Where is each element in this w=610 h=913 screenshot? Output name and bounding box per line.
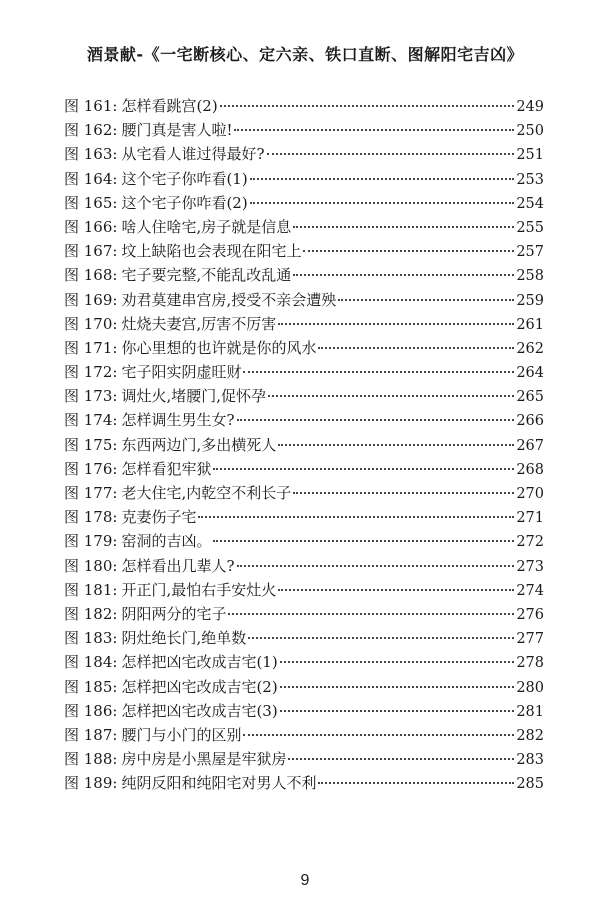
figure-label: 图 173: <box>64 387 118 406</box>
figure-title: 怎样看出几辈人? <box>121 556 235 575</box>
figure-label: 图 176: <box>64 459 118 478</box>
toc-entry <box>64 239 544 263</box>
toc-page-number: 281 <box>516 703 544 720</box>
dot-leader <box>293 492 514 494</box>
figure-label: 图 178: <box>64 508 118 527</box>
figure-label: 图 185: <box>64 677 118 696</box>
dot-leader <box>250 178 515 180</box>
figure-label: 图 167: <box>64 242 118 261</box>
dot-leader <box>303 250 514 252</box>
figure-title: 怎样看犯牢狱 <box>121 459 212 478</box>
dot-leader <box>280 710 515 712</box>
figure-title: 你心里想的也许就是你的风水 <box>121 338 317 357</box>
toc-page-number: 272 <box>516 534 544 551</box>
toc-entry <box>64 650 544 674</box>
dot-leader <box>234 129 514 131</box>
toc-page-number: 274 <box>516 582 544 599</box>
dot-leader <box>248 637 514 639</box>
figure-label: 图 169: <box>64 290 118 309</box>
toc-entry <box>64 433 544 457</box>
figure-title: 腰门真是害人啦! <box>121 121 233 140</box>
figure-label: 图 181: <box>64 580 118 599</box>
toc-page-number: 283 <box>516 752 544 769</box>
toc-page-number: 271 <box>516 510 544 527</box>
figure-title: 东西两边门,多出横死人 <box>121 435 277 454</box>
figure-label: 图 170: <box>64 314 118 333</box>
figure-title: 怎样把凶宅改成吉宅(2) <box>121 677 278 696</box>
dot-leader <box>198 516 514 518</box>
dot-leader <box>280 661 515 663</box>
figure-label: 图 164: <box>64 169 118 188</box>
figure-label: 图 171: <box>64 338 118 357</box>
figure-title: 怎样调生男生女? <box>121 411 235 430</box>
toc-page-number: 268 <box>516 461 544 478</box>
toc-entry <box>64 118 544 142</box>
toc-page-number: 280 <box>516 679 544 696</box>
figure-title: 这个宅子你咋看(2) <box>121 193 248 212</box>
toc-entry <box>64 457 544 481</box>
dot-leader <box>228 613 514 615</box>
figure-label: 图 179: <box>64 532 118 551</box>
figure-title: 劝君莫建串宫房,授受不亲会遭殃 <box>121 290 337 309</box>
figure-label: 图 172: <box>64 363 118 382</box>
toc-entry <box>64 288 544 312</box>
toc-page-number: 282 <box>516 727 544 744</box>
figure-label: 图 180: <box>64 556 118 575</box>
toc-entry <box>64 481 544 505</box>
dot-leader <box>237 419 515 421</box>
dot-leader <box>278 323 514 325</box>
figure-label: 图 177: <box>64 484 118 502</box>
dot-leader <box>280 686 515 688</box>
figure-label: 图 182: <box>64 604 118 623</box>
dot-leader <box>293 274 514 276</box>
figure-title: 阴灶绝长门,绝单数 <box>121 629 247 648</box>
figure-label: 图 187: <box>64 725 118 744</box>
figure-label: 图 163: <box>64 145 118 164</box>
dot-leader <box>213 540 514 542</box>
figure-label: 图 183: <box>64 629 118 648</box>
toc-page-number: 277 <box>516 631 544 648</box>
toc-entry <box>64 602 544 626</box>
toc-page-number: 254 <box>516 195 544 212</box>
figure-title: 啥人住啥宅,房子就是信息 <box>121 217 292 236</box>
figure-label: 图 174: <box>64 411 118 430</box>
figure-title: 克妻伤子宅 <box>121 508 197 527</box>
dot-leader <box>220 105 515 107</box>
figure-label: 图 175: <box>64 435 118 454</box>
toc-page-number: 265 <box>516 389 544 406</box>
figure-title: 从宅看人谁过得最好? <box>121 145 265 164</box>
dot-leader <box>243 734 514 736</box>
figure-label: 图 188: <box>64 750 118 769</box>
figure-title: 开正门,最怕右手安灶火 <box>121 580 277 599</box>
toc-entry <box>64 215 544 239</box>
toc-page-number: 264 <box>516 365 544 382</box>
toc-entry <box>64 529 544 553</box>
dot-leader <box>318 347 514 349</box>
figure-label: 图 189: <box>64 774 118 793</box>
dot-leader <box>288 758 514 760</box>
figure-label: 图 166: <box>64 217 118 236</box>
toc-entry <box>64 360 544 384</box>
toc-page-number: 276 <box>516 606 544 623</box>
toc-page-number: 261 <box>516 316 544 333</box>
toc-page-number: 255 <box>516 219 544 236</box>
figure-title: 调灶火,堵腰门,促怀孕 <box>121 387 266 406</box>
toc-entry <box>64 723 544 747</box>
dot-leader <box>278 589 514 591</box>
figure-label: 图 162: <box>64 121 118 140</box>
toc-page-number: 253 <box>516 171 544 188</box>
toc-entry <box>64 578 544 602</box>
figure-title: 怎样把凶宅改成吉宅(3) <box>121 701 278 720</box>
figure-label: 图 161: <box>64 97 118 115</box>
figure-title: 宅子要完整,不能乱改乱通 <box>121 266 292 285</box>
figure-label: 图 186: <box>64 701 118 720</box>
toc-page-number: 249 <box>516 99 544 115</box>
figure-label: 图 168: <box>64 266 118 285</box>
figure-label: 图 184: <box>64 653 118 672</box>
figure-label: 图 165: <box>64 193 118 212</box>
toc-entry <box>64 384 544 408</box>
dot-leader <box>278 444 514 446</box>
toc-entry <box>64 312 544 336</box>
figure-title: 怎样看跳宫(2) <box>121 97 218 115</box>
toc-page-number: 273 <box>516 558 544 575</box>
toc-page-number: 285 <box>516 776 544 793</box>
figure-title: 灶烧夫妻宫,厉害不厉害 <box>121 314 277 333</box>
dot-leader <box>338 299 514 301</box>
toc-entry <box>64 142 544 166</box>
page-number: 9 <box>300 872 310 889</box>
toc-page-number: 250 <box>516 123 544 140</box>
toc-page-number: 251 <box>516 147 544 164</box>
dot-leader <box>293 226 514 228</box>
toc-entry <box>64 699 544 723</box>
toc-entry <box>64 505 544 529</box>
figure-title: 纯阴反阳和纯阳宅对男人不利 <box>121 774 317 793</box>
dot-leader <box>268 395 514 397</box>
figure-title: 老大住宅,内乾空不利长子 <box>121 484 292 502</box>
toc-entry <box>64 675 544 699</box>
toc-page-number: 267 <box>516 437 544 454</box>
toc-page-number: 262 <box>516 340 544 357</box>
figure-title: 坟上缺陷也会表现在阳宅上 <box>121 242 302 261</box>
dot-leader <box>250 202 515 204</box>
table-of-contents <box>64 94 544 795</box>
page-header: 酒景献-《一宅断核心、定六亲、铁口直断、图解阳宅吉凶》 <box>86 45 524 64</box>
figure-title: 窑洞的吉凶。 <box>121 532 212 551</box>
toc-entry <box>64 94 544 118</box>
figure-title: 宅子阳实阴虚旺财 <box>121 363 242 382</box>
toc-entry <box>64 771 544 795</box>
toc-entry <box>64 336 544 360</box>
dot-leader <box>318 782 514 784</box>
toc-entry <box>64 408 544 432</box>
dot-leader <box>213 468 514 470</box>
dot-leader <box>243 371 514 373</box>
figure-title: 房中房是小黑屋是牢狱房 <box>121 750 287 769</box>
toc-page-number: 257 <box>516 244 544 261</box>
toc-page-number: 278 <box>516 655 544 672</box>
figure-title: 怎样把凶宅改成吉宅(1) <box>121 653 278 672</box>
toc-page-number: 259 <box>516 292 544 309</box>
toc-entry <box>64 263 544 287</box>
toc-entry <box>64 626 544 650</box>
toc-page-number: 270 <box>516 486 544 502</box>
toc-entry <box>64 554 544 578</box>
toc-entry <box>64 747 544 771</box>
dot-leader <box>267 153 515 155</box>
toc-entry <box>64 191 544 215</box>
figure-title: 这个宅子你咋看(1) <box>121 169 248 188</box>
figure-title: 腰门与小门的区别 <box>121 725 242 744</box>
toc-page-number: 258 <box>516 268 544 285</box>
toc-page-number: 266 <box>516 413 544 430</box>
figure-title: 阴阳两分的宅子 <box>121 604 227 623</box>
dot-leader <box>237 565 515 567</box>
toc-entry <box>64 167 544 191</box>
